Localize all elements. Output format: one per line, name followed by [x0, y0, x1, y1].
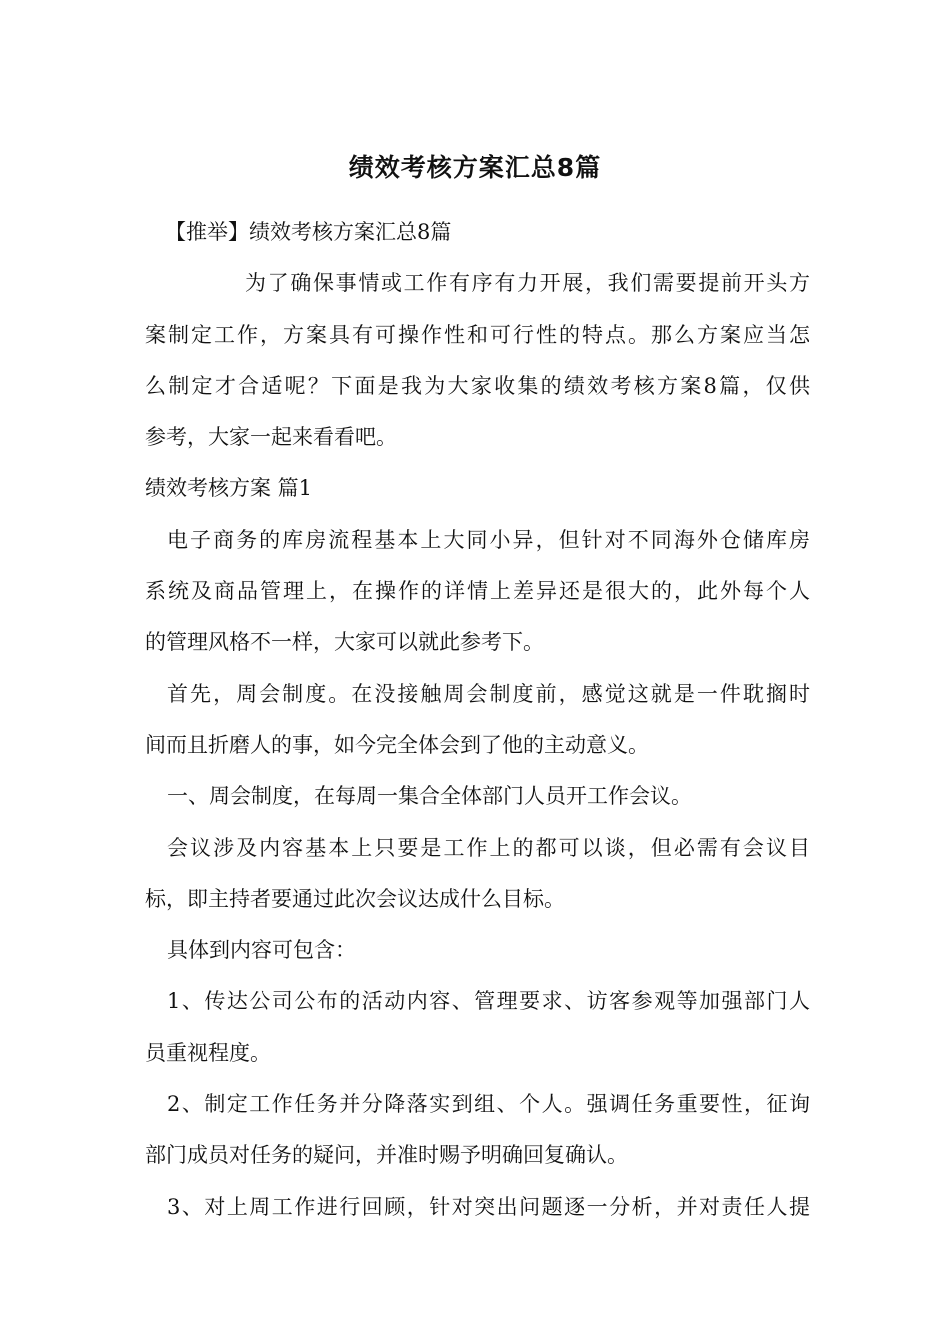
body-line: 具体到内容可包含：	[167, 938, 356, 963]
body-line: 【推举】绩效考核方案汇总8篇	[165, 220, 452, 244]
body-line: 系统及商品管理上，在操作的详情上差异还是很大的，此外每个人	[145, 579, 810, 604]
body-line: 1、传达公司公布的活动内容、管理要求、访客参观等加强部门人	[167, 989, 810, 1014]
body-line: 3、对上周工作进行回顾，针对突出问题逐一分析，并对责任人提	[167, 1194, 810, 1219]
body-line: 的管理风格不一样，大家可以就此参考下。	[145, 630, 544, 655]
body-line: 绩效考核方案 篇1	[145, 476, 313, 501]
body-line: 为了确保事情或工作有序有力开展，我们需要提前开头方	[245, 271, 810, 296]
body-line: 部门成员对任务的疑问，并准时赐予明确回复确认。	[145, 1143, 628, 1168]
body-line: 首先，周会制度。在没接触周会制度前，感觉这就是一件耽搁时	[167, 681, 810, 706]
body-line: 案制定工作，方案具有可操作性和可行性的特点。那么方案应当怎	[145, 322, 810, 347]
document-body	[145, 207, 810, 1233]
body-line: 么制定才合适呢？下面是我为大家收集的绩效考核方案8篇，仅供	[145, 373, 810, 398]
body-line: 参考，大家一起来看看吧。	[145, 425, 397, 450]
body-line: 间而且折磨人的事，如今完全体会到了他的主动意义。	[145, 732, 649, 757]
body-line: 会议涉及内容基本上只要是工作上的都可以谈，但必需有会议目	[167, 835, 810, 860]
body-line: 一、周会制度，在每周一集合全体部门人员开工作会议。	[167, 784, 692, 809]
body-line: 2、制定工作任务并分降落实到组、个人。强调任务重要性，征询	[167, 1092, 810, 1117]
body-line: 标，即主持者要通过此次会议达成什么目标。	[145, 886, 565, 911]
body-line: 员重视程度。	[145, 1040, 271, 1065]
body-line: 电子商务的库房流程基本上大同小异，但针对不同海外仓储库房	[167, 527, 810, 552]
document-title: 绩效考核方案汇总8篇	[348, 153, 602, 182]
